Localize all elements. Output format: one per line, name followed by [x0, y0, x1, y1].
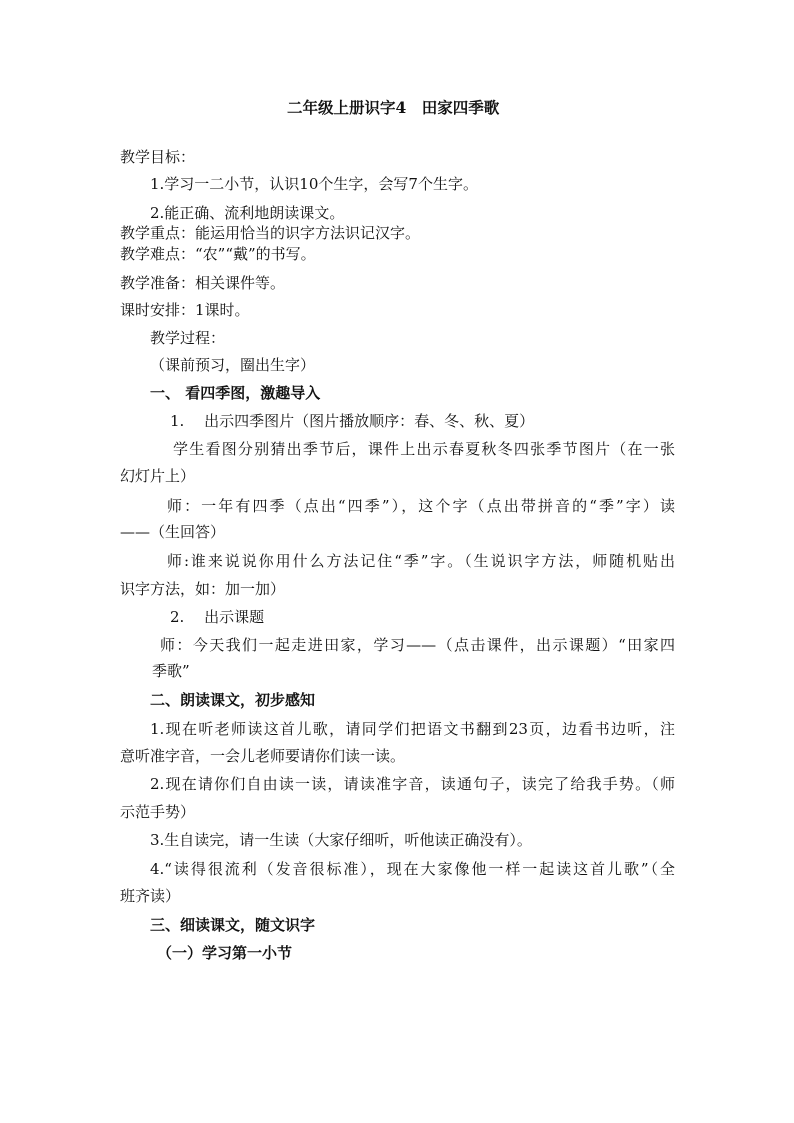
difficulty: 教学难点：“农”“戴”的书写。 [120, 245, 316, 263]
section-1-para-1-line-2: 幻灯片上） [120, 467, 196, 485]
preparation: 教学准备：相关课件等。 [120, 274, 286, 292]
key-point: 教学重点：能运用恰当的识字方法识记汉字。 [120, 224, 421, 242]
section-2-para-4-line-1: 4.“读得很流利（发音很标准），现在大家像他一样一起读这首儿歌”（全 [150, 860, 675, 878]
goal-item-2: 2.能正确、流利地朗读课文。 [150, 204, 345, 222]
section-1-para-3-line-1: 师:谁来说说你用什么方法记住“季”字。（生说识字方法，师随机贴出 [167, 552, 675, 570]
goal-label: 教学目标： [120, 148, 196, 166]
section-2-title: 二、朗读课文，初步感知 [150, 691, 316, 709]
section-1-item-2: 2. 出示课题 [170, 608, 265, 626]
preview-note: （课前预习，圈出生字） [150, 356, 316, 374]
process-label: 教学过程： [150, 329, 226, 347]
schedule: 课时安排：1课时。 [120, 301, 250, 319]
document-title: 二年级上册识字4 田家四季歌 [287, 98, 500, 117]
section-1-para-2-line-2: ——（生回答） [120, 523, 226, 541]
section-2-para-2-line-2: 示范手势） [120, 803, 196, 821]
section-2-para-3: 3.生自读完，请一生读（大家仔细听，听他读正确没有）。 [150, 831, 532, 849]
section-2-para-1-line-2: 意听准字音，一会儿老师要请你们读一读。 [120, 747, 406, 765]
section-1-para-4-line-2: 季歌” [152, 662, 190, 680]
section-2-para-2-line-1: 2.现在请你们自由读一读，请读准字音，读通句子，读完了给我手势。（师 [150, 775, 675, 793]
section-1-title: 一、 看四季图，激趣导入 [150, 384, 321, 402]
section-2-para-1-line-1: 1.现在听老师读这首儿歌，请同学们把语文书翻到23页，边看书边听，注 [150, 720, 675, 738]
section-1-para-3-line-2: 识字方法，如：加一加） [120, 580, 286, 598]
section-1-para-2-line-1: 师：一年有四季（点出“四季”），这个字（点出带拼音的“季”字）读 [167, 497, 675, 515]
section-1-para-1-line-1: 学生看图分别猜出季节后，课件上出示春夏秋冬四张季节图片（在一张 [173, 440, 675, 458]
section-3-subtitle: （一）学习第一小节 [157, 944, 293, 962]
section-1-para-4-line-1: 师：今天我们一起走进田家，学习——（点击课件，出示课题）“田家四 [160, 636, 675, 654]
section-2-para-4-line-2: 班齐读） [120, 887, 181, 905]
goal-item-1: 1.学习一二小节，认识10个生字，会写7个生字。 [150, 175, 478, 193]
section-1-item-1: 1. 出示四季图片（图片播放顺序：春、冬、秋、夏） [170, 412, 535, 430]
section-3-title: 三、细读课文，随文识字 [150, 916, 316, 934]
